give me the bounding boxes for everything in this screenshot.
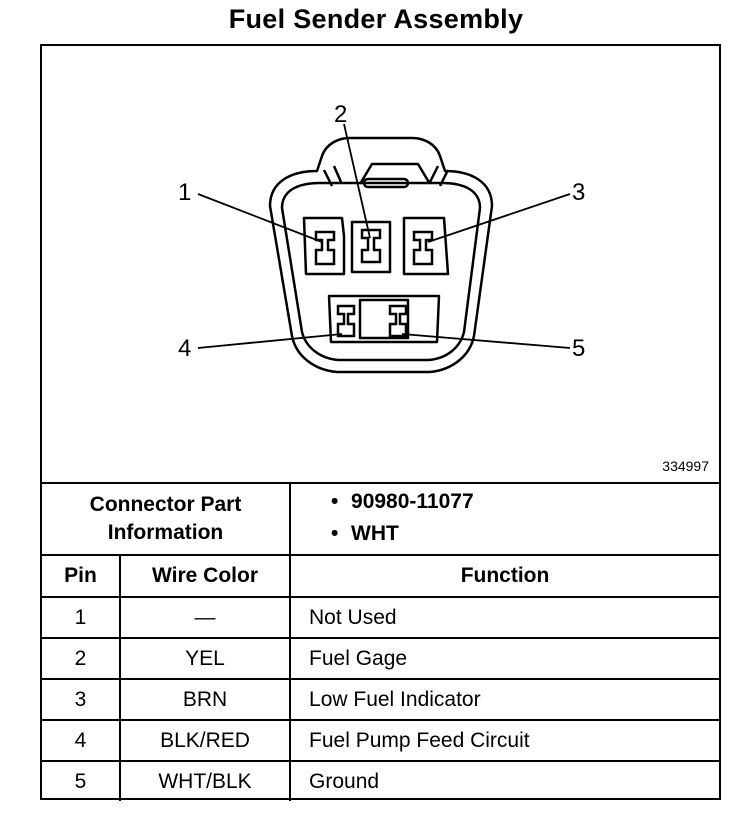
function-cell: Ground [290, 761, 719, 801]
function-cell: Low Fuel Indicator [290, 679, 719, 720]
connector-info-values [290, 483, 719, 555]
function-cell: Fuel Pump Feed Circuit [290, 720, 719, 761]
table-header-row [42, 555, 719, 597]
wire-color-cell: YEL [120, 638, 290, 679]
connector-face-drawing [42, 46, 719, 482]
connector-frame [40, 44, 721, 800]
leader-line-4 [198, 334, 342, 348]
table-row [42, 638, 719, 679]
terminal-5 [390, 306, 406, 336]
terminal-2 [362, 230, 380, 262]
wire-color-cell: BRN [120, 679, 290, 720]
pin-cell: 1 [42, 597, 120, 638]
function-cell: Fuel Gage [290, 638, 719, 679]
callout-pin-1: 1 [178, 179, 192, 206]
terminal-4 [338, 306, 354, 336]
wire-color-cell: — [120, 597, 290, 638]
callout-pin-4: 4 [178, 335, 192, 362]
function-cell: Not Used [290, 597, 719, 638]
connector-info-row [42, 483, 719, 555]
table-row [42, 597, 719, 638]
terminal-3 [414, 232, 432, 264]
leader-line-3 [428, 194, 570, 242]
wire-color-cell: WHT/BLK [120, 761, 290, 801]
connector-color: • WHT [331, 522, 399, 545]
figure-reference-number: 334997 [662, 458, 709, 474]
callout-pin-3: 3 [572, 179, 586, 206]
table-row [42, 679, 719, 720]
table-row [42, 720, 719, 761]
page-title: Fuel Sender Assembly [228, 4, 524, 34]
connector-info-label: Connector Part Information [42, 483, 290, 555]
terminal-1 [316, 232, 334, 264]
callout-pin-5: 5 [572, 335, 586, 362]
header-function: Function [290, 555, 719, 597]
latch-slot [360, 164, 430, 184]
connector-part-number: • 90980-11077 [331, 490, 474, 513]
header-pin: Pin [42, 555, 120, 597]
pin-cell: 5 [42, 761, 120, 801]
wire-color-cell: BLK/RED [120, 720, 290, 761]
connector-diagram [42, 46, 719, 482]
pin-cell: 3 [42, 679, 120, 720]
pinout-table [42, 482, 719, 801]
pin-cell: 2 [42, 638, 120, 679]
header-wire-color: Wire Color [120, 555, 290, 597]
pin-cell: 4 [42, 720, 120, 761]
table-row [42, 761, 719, 801]
callout-pin-2: 2 [334, 101, 348, 128]
